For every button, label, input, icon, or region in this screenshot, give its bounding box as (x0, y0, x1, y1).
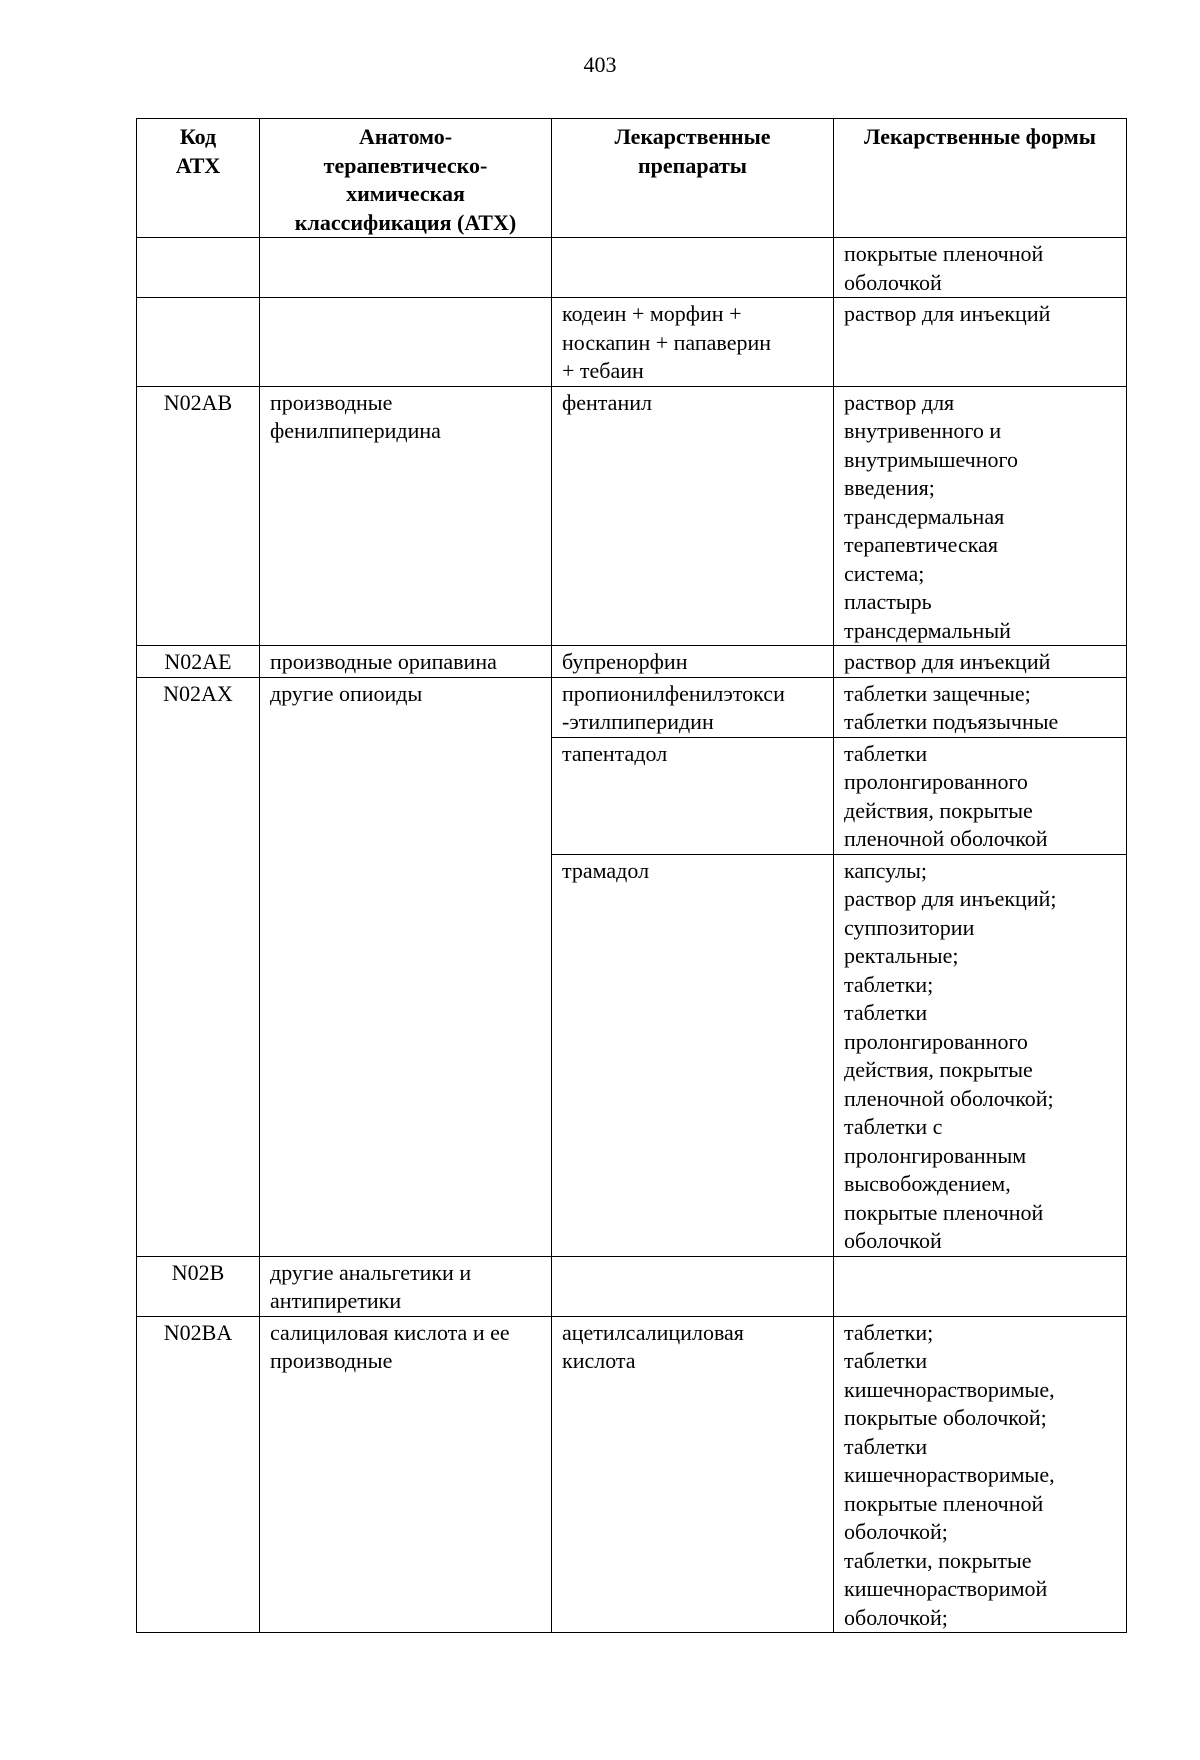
cell-code: N02AE (137, 646, 260, 678)
cell-drug: кодеин + морфин + носкапин + папаверин + тебаин (552, 298, 834, 387)
cell-forms (834, 1256, 1127, 1316)
cell-drug: трамадол (552, 854, 834, 1256)
cell-classification: другие опиоиды (260, 677, 552, 1256)
cell-classification: другие анальгетики и антипиретики (260, 1256, 552, 1316)
cell-classification (260, 238, 552, 298)
cell-code: N02B (137, 1256, 260, 1316)
header-classification: Анатомо- терапевтическо- химическая классификация (АТХ) (260, 119, 552, 238)
cell-code: N02BA (137, 1316, 260, 1633)
cell-drug: фентанил (552, 386, 834, 646)
cell-code (137, 238, 260, 298)
cell-forms: таблетки пролонгированного действия, покрытые пленочной оболочкой (834, 737, 1127, 854)
cell-code: N02AB (137, 386, 260, 646)
table-row (137, 1316, 1127, 1633)
table-header-row (137, 119, 1127, 238)
cell-forms: раствор для инъекций (834, 298, 1127, 387)
cell-drug (552, 238, 834, 298)
table-row (137, 298, 1127, 387)
atx-table (136, 118, 1127, 1633)
cell-forms: таблетки защечные; таблетки подъязычные (834, 677, 1127, 737)
cell-forms: раствор для внутривенного и внутримышечного введения; трансдермальная терапевтическая система; пластырь трансдермальный (834, 386, 1127, 646)
header-code: Код АТХ (137, 119, 260, 238)
cell-drug: пропионилфенилэтокси -этилпиперидин (552, 677, 834, 737)
table-row (137, 386, 1127, 646)
page-number: 403 (583, 52, 617, 77)
table-row (137, 238, 1127, 298)
cell-classification: производные фенилпиперидина (260, 386, 552, 646)
cell-forms: покрытые пленочной оболочкой (834, 238, 1127, 298)
table-row (137, 646, 1127, 678)
cell-code: N02AX (137, 677, 260, 1256)
cell-drug: ацетилсалициловая кислота (552, 1316, 834, 1633)
cell-drug: тапентадол (552, 737, 834, 854)
table-row (137, 1256, 1127, 1316)
cell-forms: таблетки; таблетки кишечнорастворимые, покрытые оболочкой; таблетки кишечнорастворимые, покрытые пленочной оболочкой; таблетки, покрытые кишечнорастворимой оболочкой; (834, 1316, 1127, 1633)
cell-forms: раствор для инъекций (834, 646, 1127, 678)
cell-classification: производные орипавина (260, 646, 552, 678)
header-drugs: Лекарственные препараты (552, 119, 834, 238)
table-row (137, 677, 1127, 737)
cell-drug: бупренорфин (552, 646, 834, 678)
header-forms: Лекарственные формы (834, 119, 1127, 238)
cell-classification: салициловая кислота и ее производные (260, 1316, 552, 1633)
cell-code (137, 298, 260, 387)
cell-drug (552, 1256, 834, 1316)
cell-forms: капсулы; раствор для инъекций; суппозитории ректальные; таблетки; таблетки пролонгированного действия, покрытые пленочной оболочкой; таблетки с пролонгированным высвобождением, покрытые пленочной оболочкой (834, 854, 1127, 1256)
cell-classification (260, 298, 552, 387)
